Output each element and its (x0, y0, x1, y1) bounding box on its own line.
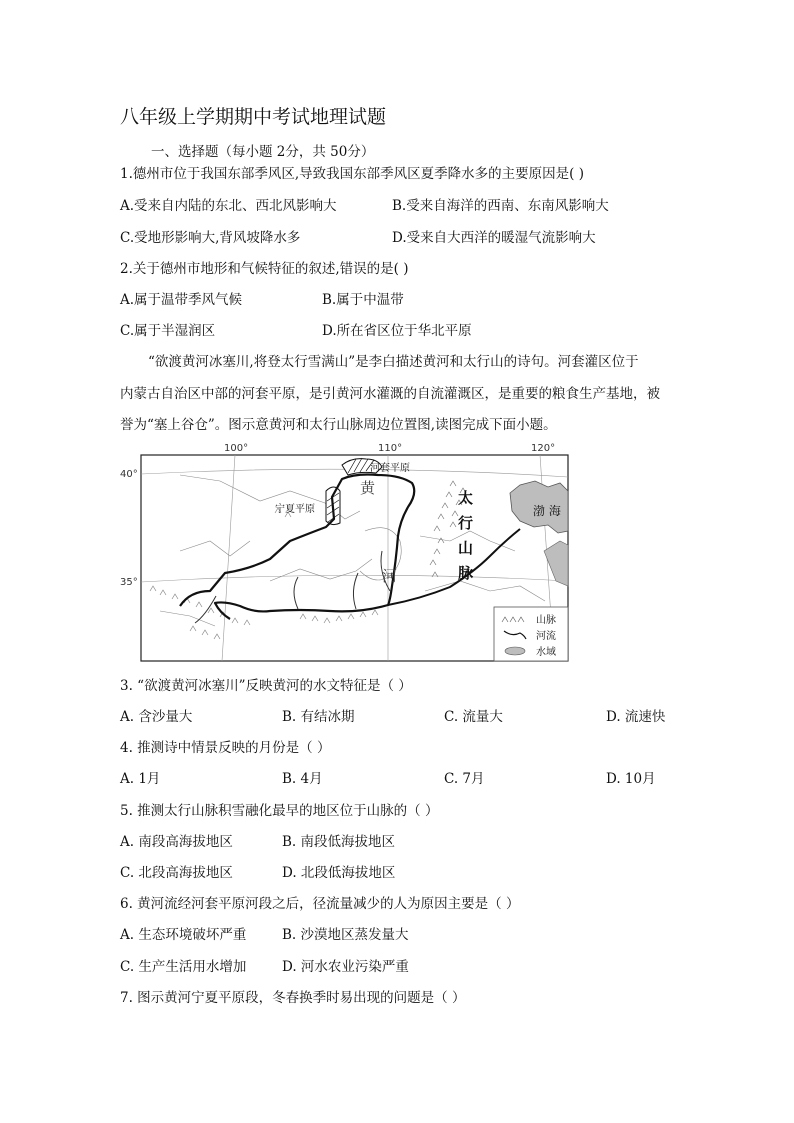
label-taihang-1: 太 (458, 489, 474, 507)
yellow-river-taihang-map (120, 441, 575, 663)
question-3-option-c: C. 流量大 (444, 709, 503, 725)
question-5-option-a: A. 南段高海拔地区 (120, 834, 233, 850)
question-5-stem: 5. 推测太行山脉积雪融化最早的地区位于山脉的（ ） (120, 803, 439, 819)
question-3-option-b: B. 有结冰期 (282, 709, 355, 725)
page-title: 八年级上学期期中考试地理试题 (120, 106, 387, 128)
label-ningxia-plain: 宁夏平原 (275, 504, 315, 515)
question-1-option-c: C.受地形影响大,背风坡降水多 (120, 230, 301, 246)
question-6-option-d: D. 河水农业污染严重 (282, 959, 409, 975)
passage-line-1: “欲渡黄河冰塞川,将登太行雪满山”是李白描述黄河和太行山的诗句。河套灌区位于 (148, 354, 639, 370)
passage-line-2: 内蒙古自治区中部的河套平原，是引黄河水灌溉的自流灌溉区，是重要的粮食生产基地，被 (120, 386, 660, 402)
label-huang: 黄 (360, 479, 376, 497)
label-taihang-2: 行 (458, 514, 474, 532)
question-1-option-b: B.受来自海洋的西南、东南风影响大 (392, 198, 609, 214)
question-4-stem: 4. 推测诗中情景反映的月份是（ ） (120, 740, 331, 756)
question-6-option-a: A. 生态环境破坏严重 (120, 927, 247, 943)
legend-mountain-label: 山脉 (536, 615, 556, 626)
question-7-stem: 7. 图示黄河宁夏平原段，冬春换季时易出现的问题是（ ） (120, 990, 466, 1006)
question-2-option-b: B.属于中温带 (322, 292, 404, 308)
question-5-option-b: B. 南段低海拔地区 (282, 834, 396, 850)
passage-line-3: 誉为“塞上谷仓”。图示意黄河和太行山脉周边位置图,读图完成下面小题。 (120, 417, 557, 433)
question-5-option-c: C. 北段高海拔地区 (120, 865, 233, 881)
question-2-option-a: A.属于温带季风气候 (120, 292, 243, 308)
legend-water-symbol (505, 647, 525, 655)
legend-river-label: 河流 (536, 631, 556, 642)
question-6-option-b: B. 沙漠地区蒸发量大 (282, 927, 409, 943)
question-2-option-c: C.属于半湿润区 (120, 323, 216, 339)
question-3-option-a: A. 含沙量大 (120, 709, 193, 725)
label-bohai: 渤 海 (533, 504, 561, 518)
map-legend (494, 607, 568, 661)
label-taihang-4: 脉 (458, 564, 474, 582)
lon-label-100: 100° (224, 443, 249, 454)
lat-label-40: 40° (120, 469, 138, 480)
question-4-option-c: C. 7月 (444, 771, 485, 787)
question-1-option-d: D.受来自大西洋的暖湿气流影响大 (392, 230, 596, 246)
question-6-option-c: C. 生产生活用水增加 (120, 959, 247, 975)
label-taihang-3: 山 (458, 539, 474, 557)
question-1-stem: 1.德州市位于我国东部季风区,导致我国东部季风区夏季降水多的主要原因是( ) (120, 166, 584, 182)
label-he: 河 (382, 567, 398, 585)
label-hetao-plain: 河套平原 (370, 463, 410, 474)
question-4-option-b: B. 4月 (282, 771, 323, 787)
section-heading: 一、选择题（每小题 2分，共 50分） (151, 144, 375, 160)
question-2-option-d: D.所在省区位于华北平原 (322, 323, 472, 339)
question-5-option-d: D. 北段低海拔地区 (282, 865, 396, 881)
lon-label-110: 110° (378, 443, 403, 454)
question-4-option-a: A. 1月 (120, 771, 161, 787)
lon-label-120: 120° (531, 443, 556, 454)
lat-label-35: 35° (120, 577, 138, 588)
question-2-stem: 2.关于德州市地形和气候特征的叙述,错误的是( ) (120, 261, 409, 277)
question-4-option-d: D. 10月 (606, 771, 656, 787)
question-3-option-d: D. 流速快 (606, 709, 666, 725)
question-3-stem: 3. “欲渡黄河冰塞川”反映黄河的水文特征是（ ） (120, 678, 412, 694)
legend-water-label: 水域 (536, 647, 556, 658)
question-6-stem: 6. 黄河流经河套平原河段之后，径流量减少的人为原因主要是（ ） (120, 896, 520, 912)
question-1-option-a: A.受来自内陆的东北、西北风影响大 (120, 198, 337, 214)
